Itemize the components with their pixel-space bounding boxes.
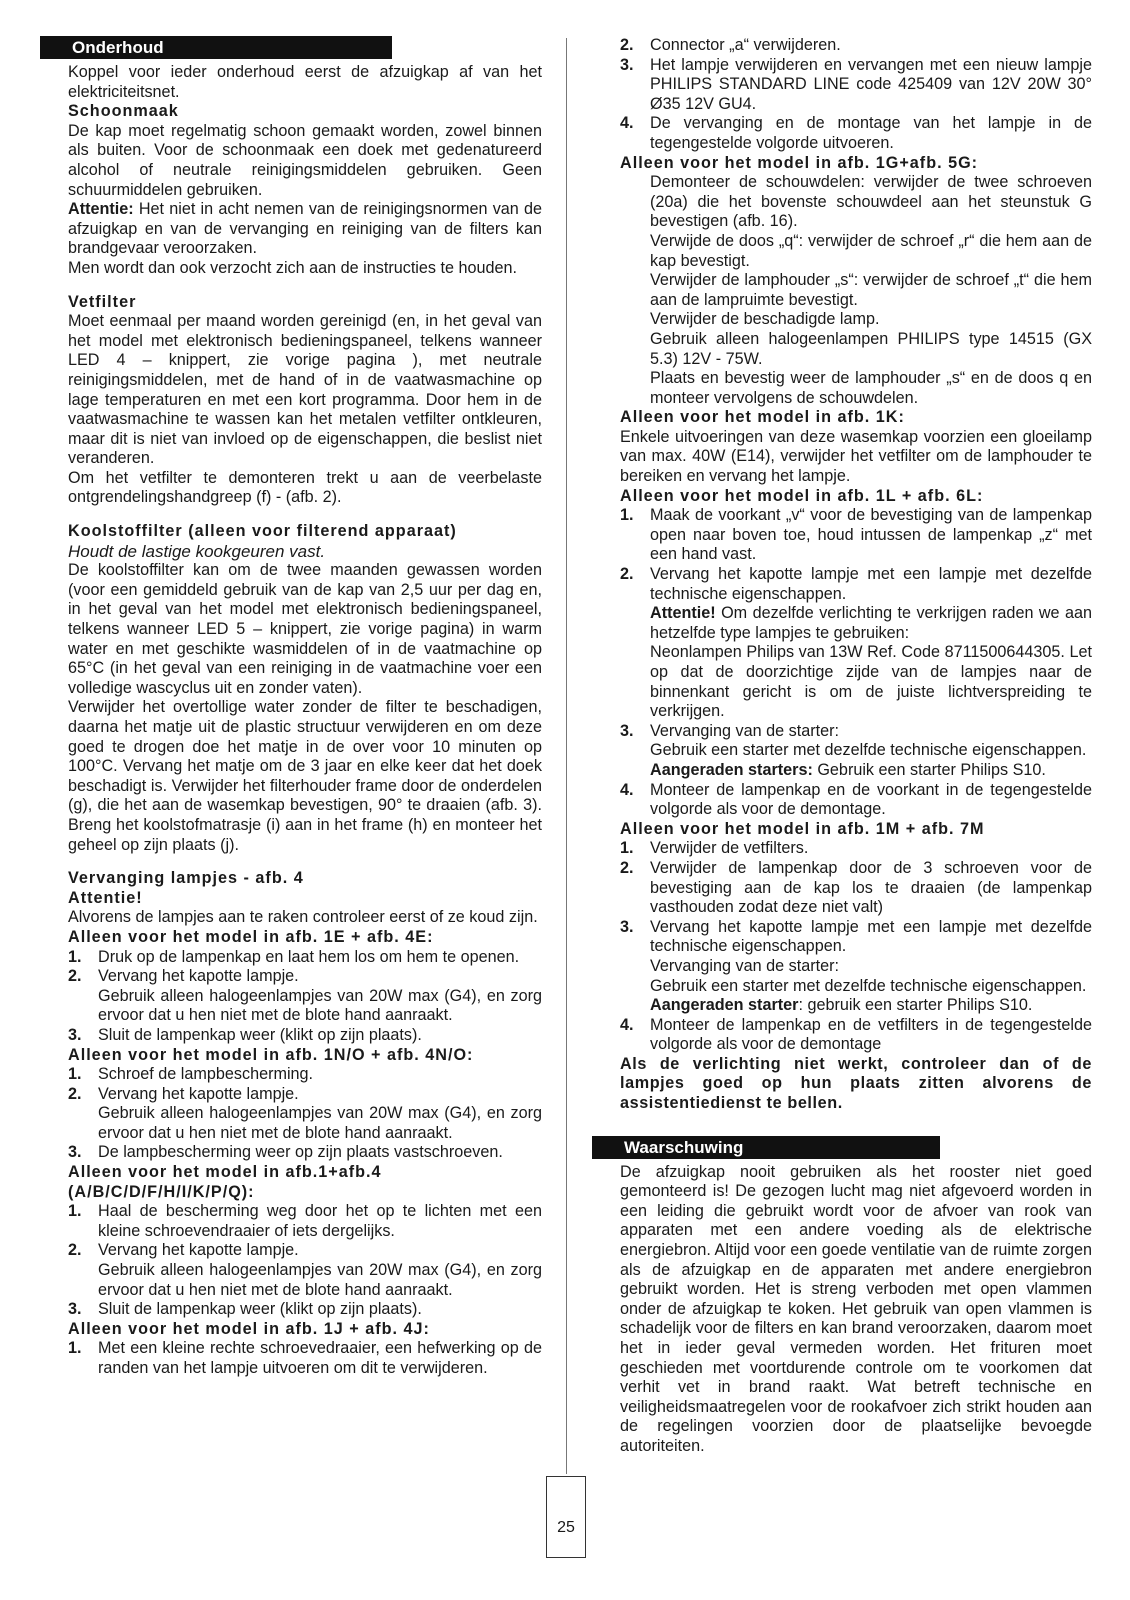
model-1m-steps — [620, 839, 1092, 957]
instruction-line: Gebruik alleen halogeenlampen PHILIPS type 14515 (GX 5.3) 12V - 75W. — [650, 329, 1092, 368]
section-header-waarschuwing: Waarschuwing — [592, 1136, 940, 1159]
list-item — [620, 114, 1092, 153]
instruction-line: Verwijde de doos „q“: verwijder de schroef „r“ die hem aan de kap bevestigt. — [650, 231, 1092, 270]
list-item — [68, 1026, 542, 1046]
step-number: 3. — [68, 1143, 82, 1162]
step-number: 3. — [620, 721, 634, 740]
step-text: Vervang het kapotte lampje. — [98, 967, 299, 986]
lamp-intro: Alvorens de lampjes aan te raken controleer eerst of ze koud zijn. — [68, 908, 538, 927]
section-header-onderhoud: Onderhoud — [40, 36, 392, 59]
model-heading-1j: Alleen voor het model in afb. 1J + afb. 4J: — [68, 1319, 430, 1338]
step-text: Gebruik alleen halogeenlampjes van 20W max (G4), en zorg ervoor dat u hen niet met de blote hand aanraakt. — [98, 986, 542, 1025]
step-number — [68, 987, 98, 1026]
list-item — [620, 565, 1092, 604]
attentie-label: Attentie: — [68, 200, 134, 219]
model-1no-steps — [68, 1065, 542, 1163]
list-item — [68, 1300, 542, 1320]
onderhoud-intro: Koppel voor ieder onderhoud eerst de afzuigkap af van het elektriciteitsnet. — [68, 63, 542, 101]
step-text: Met een kleine rechte schroevedraaier, een hefwerking op de randen van het lampje uitvoeren om dit te verwijderen. — [98, 1339, 542, 1377]
model-heading-1-4: Alleen voor het model in afb.1+afb.4 (A/B/C/D/F/H/I/K/P/Q): — [68, 1163, 382, 1201]
model-1l-attentie — [620, 604, 1092, 643]
step-number: 3. — [68, 1025, 82, 1044]
list-item — [68, 1339, 542, 1378]
list-item — [68, 1104, 542, 1143]
list-item — [620, 56, 1092, 115]
koolstoffilter-text-1: De koolstoffilter kan om de twee maanden gewassen worden (voor een gemiddeld gebruik van de kap van 2,5 uur per dag en, in het geval van het model met elektronisch bedieningspaneel, telkens wanneer LED 5 – knippert, zie vorige pagina) in warm water en met geschikte wasmiddelen of in de vaatmachine op 65°C (in het geval van een reiniging in de vaatmachine voer een volledige wascyclus uit en zonder vaten). — [68, 561, 542, 697]
list-item — [68, 1065, 542, 1085]
subheading-schoonmaak: Schoonmaak — [68, 102, 179, 121]
step-number: 1. — [68, 1339, 82, 1358]
step-text: Gebruik alleen halogeenlampjes van 20W max (G4), en zorg ervoor dat u hen niet met de blote hand aanraakt. — [98, 1104, 542, 1142]
step-number: 3. — [68, 1300, 82, 1319]
aangeraden-text: : gebruik een starter Philips S10. — [798, 996, 1033, 1015]
model-1-4-steps — [68, 1202, 542, 1320]
right-column — [620, 36, 1092, 1457]
koolstoffilter-text-2: Verwijder het overtollige water zonder de filter te beschadigen, daarna het matje uit de plastic structuur verwijderen en om deze goed te drogen doe het matje in de over voor 10 minuten op 100°C. Vervang het matje om de 3 jaar en elke keer dat het doek beschadigt is. Verwijder het filterhouder frame door de onderdelen (g), die het aan de wasemkap bevestigen, 90° te draaien (afb. 3). Breng het koolstofmatrasje (i) aan in het frame (h) en monteer het geheel op zijn plaats (j). — [68, 698, 542, 854]
step-text: Vervang het kapotte lampje. — [98, 1084, 299, 1103]
step-text: Verwijder de lampenkap door de 3 schroeven voor de bevestiging aan de kap los te draaien (de lampenkap vasthouden zodat deze niet valt) — [650, 858, 1092, 917]
step-number: 3. — [620, 917, 634, 936]
list-item — [68, 967, 542, 987]
list-item — [68, 1143, 542, 1163]
model-1m-step-4 — [620, 1016, 1092, 1055]
step-text: Schroef de lampbescherming. — [98, 1065, 314, 1084]
step-text: Sluit de lampenkap weer (klikt op zijn plaats). — [98, 1300, 422, 1319]
instruction-line: Verwijder de beschadigde lamp. — [650, 310, 880, 329]
step-text: Druk op de lampenkap en laat hem los om hem te openen. — [98, 947, 520, 966]
model-1l-attentie-text: Om dezelfde verlichting te verkrijgen raden we aan hetzelfde type lampjes te gebruiken: — [650, 604, 1092, 642]
continued-steps — [620, 36, 1092, 154]
step-number: 1. — [68, 947, 82, 966]
step-number — [68, 1104, 98, 1143]
aangeraden-label: Aangeraden starter — [650, 996, 799, 1015]
model-heading-1no: Alleen voor het model in afb. 1N/O + afb. 4N/O: — [68, 1045, 474, 1064]
list-item — [68, 1085, 542, 1105]
attentie-paragraph — [68, 200, 542, 259]
step-number: 4. — [620, 1015, 634, 1034]
model-1l-aangeraden — [620, 761, 1092, 781]
list-item — [620, 859, 1092, 918]
step-text: De vervanging en de montage van het lampje in de tegengestelde volgorde uitvoeren. — [650, 114, 1092, 152]
page-number-box — [546, 1476, 586, 1558]
model-1l-steps — [620, 506, 1092, 604]
list-item — [68, 948, 542, 968]
lamp-attentie: Attentie! — [68, 888, 143, 907]
list-item — [68, 1241, 542, 1261]
page-number: 25 — [557, 1519, 575, 1536]
step-text: Connector „a“ verwijderen. — [650, 36, 841, 54]
step-text: Monteer de lampenkap en de voorkant in de tegengestelde volgorde als voor de demontage. — [650, 780, 1092, 819]
step-number: 1. — [68, 1202, 82, 1221]
aangeraden-label: Aangeraden starters: — [650, 760, 813, 779]
model-1m-starter-2: Gebruik een starter met dezelfde technische eigenschappen. — [650, 976, 1087, 995]
model-heading-1k: Alleen voor het model in afb. 1K: — [620, 408, 905, 427]
model-1l-attentie-label: Attentie! — [650, 604, 716, 623]
model-1l-step-4 — [620, 781, 1092, 820]
step-number: 2. — [68, 1241, 82, 1260]
koolstoffilter-subtitle: Houdt de lastige kookgeuren vast. — [68, 541, 326, 561]
step-text: Sluit de lampenkap weer (klikt op zijn plaats). — [98, 1025, 422, 1044]
step-text: Maak de voorkant „v“ voor de bevestiging van de lampenkap open naar boven toe, houd intussen de lampenkap „z“ met een hand vast. — [650, 506, 1092, 564]
model-1l-neon: Neonlampen Philips van 13W Ref. Code 8711500644305. Let op dat de doorzichtige zijde van de lampjes naar de binnenkant gericht is om de juiste lichtverspreiding te verkrijgen. — [650, 643, 1092, 721]
step-text: Haal de bescherming weg door het op te lichten met een kleine schroevendraaier of iets dergelijks. — [98, 1202, 542, 1240]
instruction-line: Demonteer de schouwdelen: verwijder de twee schroeven (20a) die het bovenste schouwdeel aan het steunstuk G bevestigen (afb. 16). — [650, 173, 1092, 231]
step-number: 2. — [620, 858, 634, 877]
step-text: Gebruik alleen halogeenlampjes van 20W max (G4), en zorg ervoor dat u hen niet met de blote hand aanraakt. — [98, 1261, 542, 1299]
list-item — [620, 506, 1092, 565]
step-text: Vervang het kapotte lampje met een lampje met dezelfde technische eigenschappen. — [650, 917, 1092, 956]
step-number: 2. — [68, 1084, 82, 1103]
step-text: Vervang het kapotte lampje met een lampje met dezelfde technische eigenschappen. — [650, 565, 1092, 603]
list-item — [620, 839, 1092, 859]
list-item — [68, 1202, 542, 1241]
model-1l-step-3 — [620, 722, 1092, 742]
aangeraden-text: Gebruik een starter Philips S10. — [812, 760, 1046, 779]
step-number — [68, 1261, 98, 1300]
model-1l-starter: Gebruik een starter met dezelfde technische eigenschappen. — [650, 741, 1087, 760]
subheading-vervanging-lampjes: Vervanging lampjes - afb. 4 — [68, 869, 304, 888]
step-number: 2. — [620, 565, 634, 584]
step-text: Verwijder de vetfilters. — [650, 839, 809, 858]
step-text: De lampbescherming weer op zijn plaats vastschroeven. — [98, 1143, 503, 1162]
model-1e-steps — [68, 948, 542, 1046]
left-column — [68, 36, 542, 1379]
step-number: 4. — [620, 114, 634, 133]
instruction-line: Plaats en bevestig weer de lamphouder „s“ en de doos q en monteer vervolgens de schouwdelen. — [650, 369, 1092, 407]
model-heading-1m: Alleen voor het model in afb. 1M + afb. 7M — [620, 819, 985, 838]
waarschuwing-text: De afzuigkap nooit gebruiken als het rooster niet goed gemonteerd is! De gezogen lucht mag niet afgevoerd worden in een leiding die gebruikt wordt voor de afvoer van rook van apparaten met een andere voeding als de elektrische energiebron. Altijd voor een goede ventilatie van de ruimte zorgen als de afzuigkap en de apparaten met andere energiebron gebruikt worden. Het is streng verboden met open vlammen onder de afzuigkap te koken. Het gebruik van open vlammen is schadelijk voor de filters en kan brand veroorzaken, daarom moet het in ieder geval vermeden worden. Het frituren moet geschieden met voortdurende controle om te voorkomen dat verhit vet in brand raakt. Wat betreft technische en veiligheidsmaatregelen voor de rookafvoer zich strikt houden aan de regelingen voorzien door de plaatselijke bevoegde autoriteiten. — [620, 1162, 1092, 1455]
attentie-text: Het niet in acht nemen van de reinigingsnormen van de afzuigkap en van de vervanging en reiniging van de filters kan brandgevaar veroorzaken. — [68, 200, 542, 258]
step-number: 2. — [68, 967, 82, 986]
model-1m-starter-1: Vervanging van de starter: — [650, 956, 839, 975]
subheading-vetfilter: Vetfilter — [68, 292, 137, 311]
lighting-warning: Als de verlichting niet werkt, controleer dan of de lampjes goed op hun plaats zitten alvorens de assistentiedienst te bellen. — [620, 1054, 1092, 1113]
list-item — [68, 987, 542, 1026]
column-divider — [566, 38, 567, 1474]
step-text: Monteer de lampenkap en de vetfilters in de tegengestelde volgorde als voor de demontage — [650, 1015, 1092, 1054]
step-text: Vervanging van de starter: — [650, 721, 839, 740]
subheading-koolstoffilter: Koolstoffilter (alleen voor filterend apparaat) — [68, 522, 457, 541]
step-number: 1. — [620, 839, 634, 858]
model-1g-lines — [620, 173, 1092, 408]
step-text: Vervang het kapotte lampje. — [98, 1241, 299, 1260]
vetfilter-text: Moet eenmaal per maand worden gereinigd (en, in het geval van het model met elektronisch bedieningspaneel, telkens wanneer LED 4 – knippert, zie vorige pagina ), met neutrale reinigingsmiddelen, met de hand of in de vaatwasmachine op lage temperaturen en met een kort programma. Door hem in de vaatwasmachine te wassen kan het metalen vetfilter ontkleuren, maar dit is niet van invloed op de eigenschappen, die beslist niet veranderen. — [68, 312, 542, 468]
step-text: Het lampje verwijderen en vervangen met een nieuw lampje PHILIPS STANDARD LINE code 425409 van 12V 20W 30° Ø35 12V GU4. — [650, 55, 1092, 113]
model-1m-aangeraden — [620, 996, 1092, 1016]
model-1k-text: Enkele uitvoeringen van deze wasemkap voorzien een gloeilamp van max. 40W (E14), verwijder het vetfilter om de lamphouder te bereiken en vervang het lampje. — [620, 427, 1092, 486]
step-number: 1. — [620, 506, 634, 525]
model-heading-1l: Alleen voor het model in afb. 1L + afb. 6L: — [620, 486, 984, 505]
list-item — [620, 918, 1092, 957]
instruction-line: Verwijder de lamphouder „s“: verwijder de schroef „t“ die hem aan de lampruimte bevestigt. — [650, 271, 1092, 309]
schoonmaak-text: De kap moet regelmatig schoon gemaakt worden, zowel binnen als buiten. Voor de schoonmaak een doek met gedenatureerd alcohol of neutrale reinigingsmiddelen gebruiken. Geen schuurmiddelen gebruiken. — [68, 121, 542, 199]
men-wordt-text: Men wordt dan ook verzocht zich aan de instructies te houden. — [68, 258, 518, 277]
model-1j-steps — [68, 1339, 542, 1378]
step-number: 3. — [620, 55, 634, 74]
step-number: 2. — [620, 36, 634, 54]
model-heading-1g: Alleen voor het model in afb. 1G+afb. 5G: — [620, 153, 979, 172]
list-item — [620, 36, 1092, 56]
step-number: 4. — [620, 780, 634, 799]
model-heading-1e: Alleen voor het model in afb. 1E + afb. 4E: — [68, 927, 434, 946]
step-number: 1. — [68, 1065, 82, 1084]
list-item — [68, 1261, 542, 1300]
vetfilter-demonteren: Om het vetfilter te demonteren trekt u aan de veerbelaste ontgrendelingshandgreep (f) - (afb. 2). — [68, 468, 542, 507]
